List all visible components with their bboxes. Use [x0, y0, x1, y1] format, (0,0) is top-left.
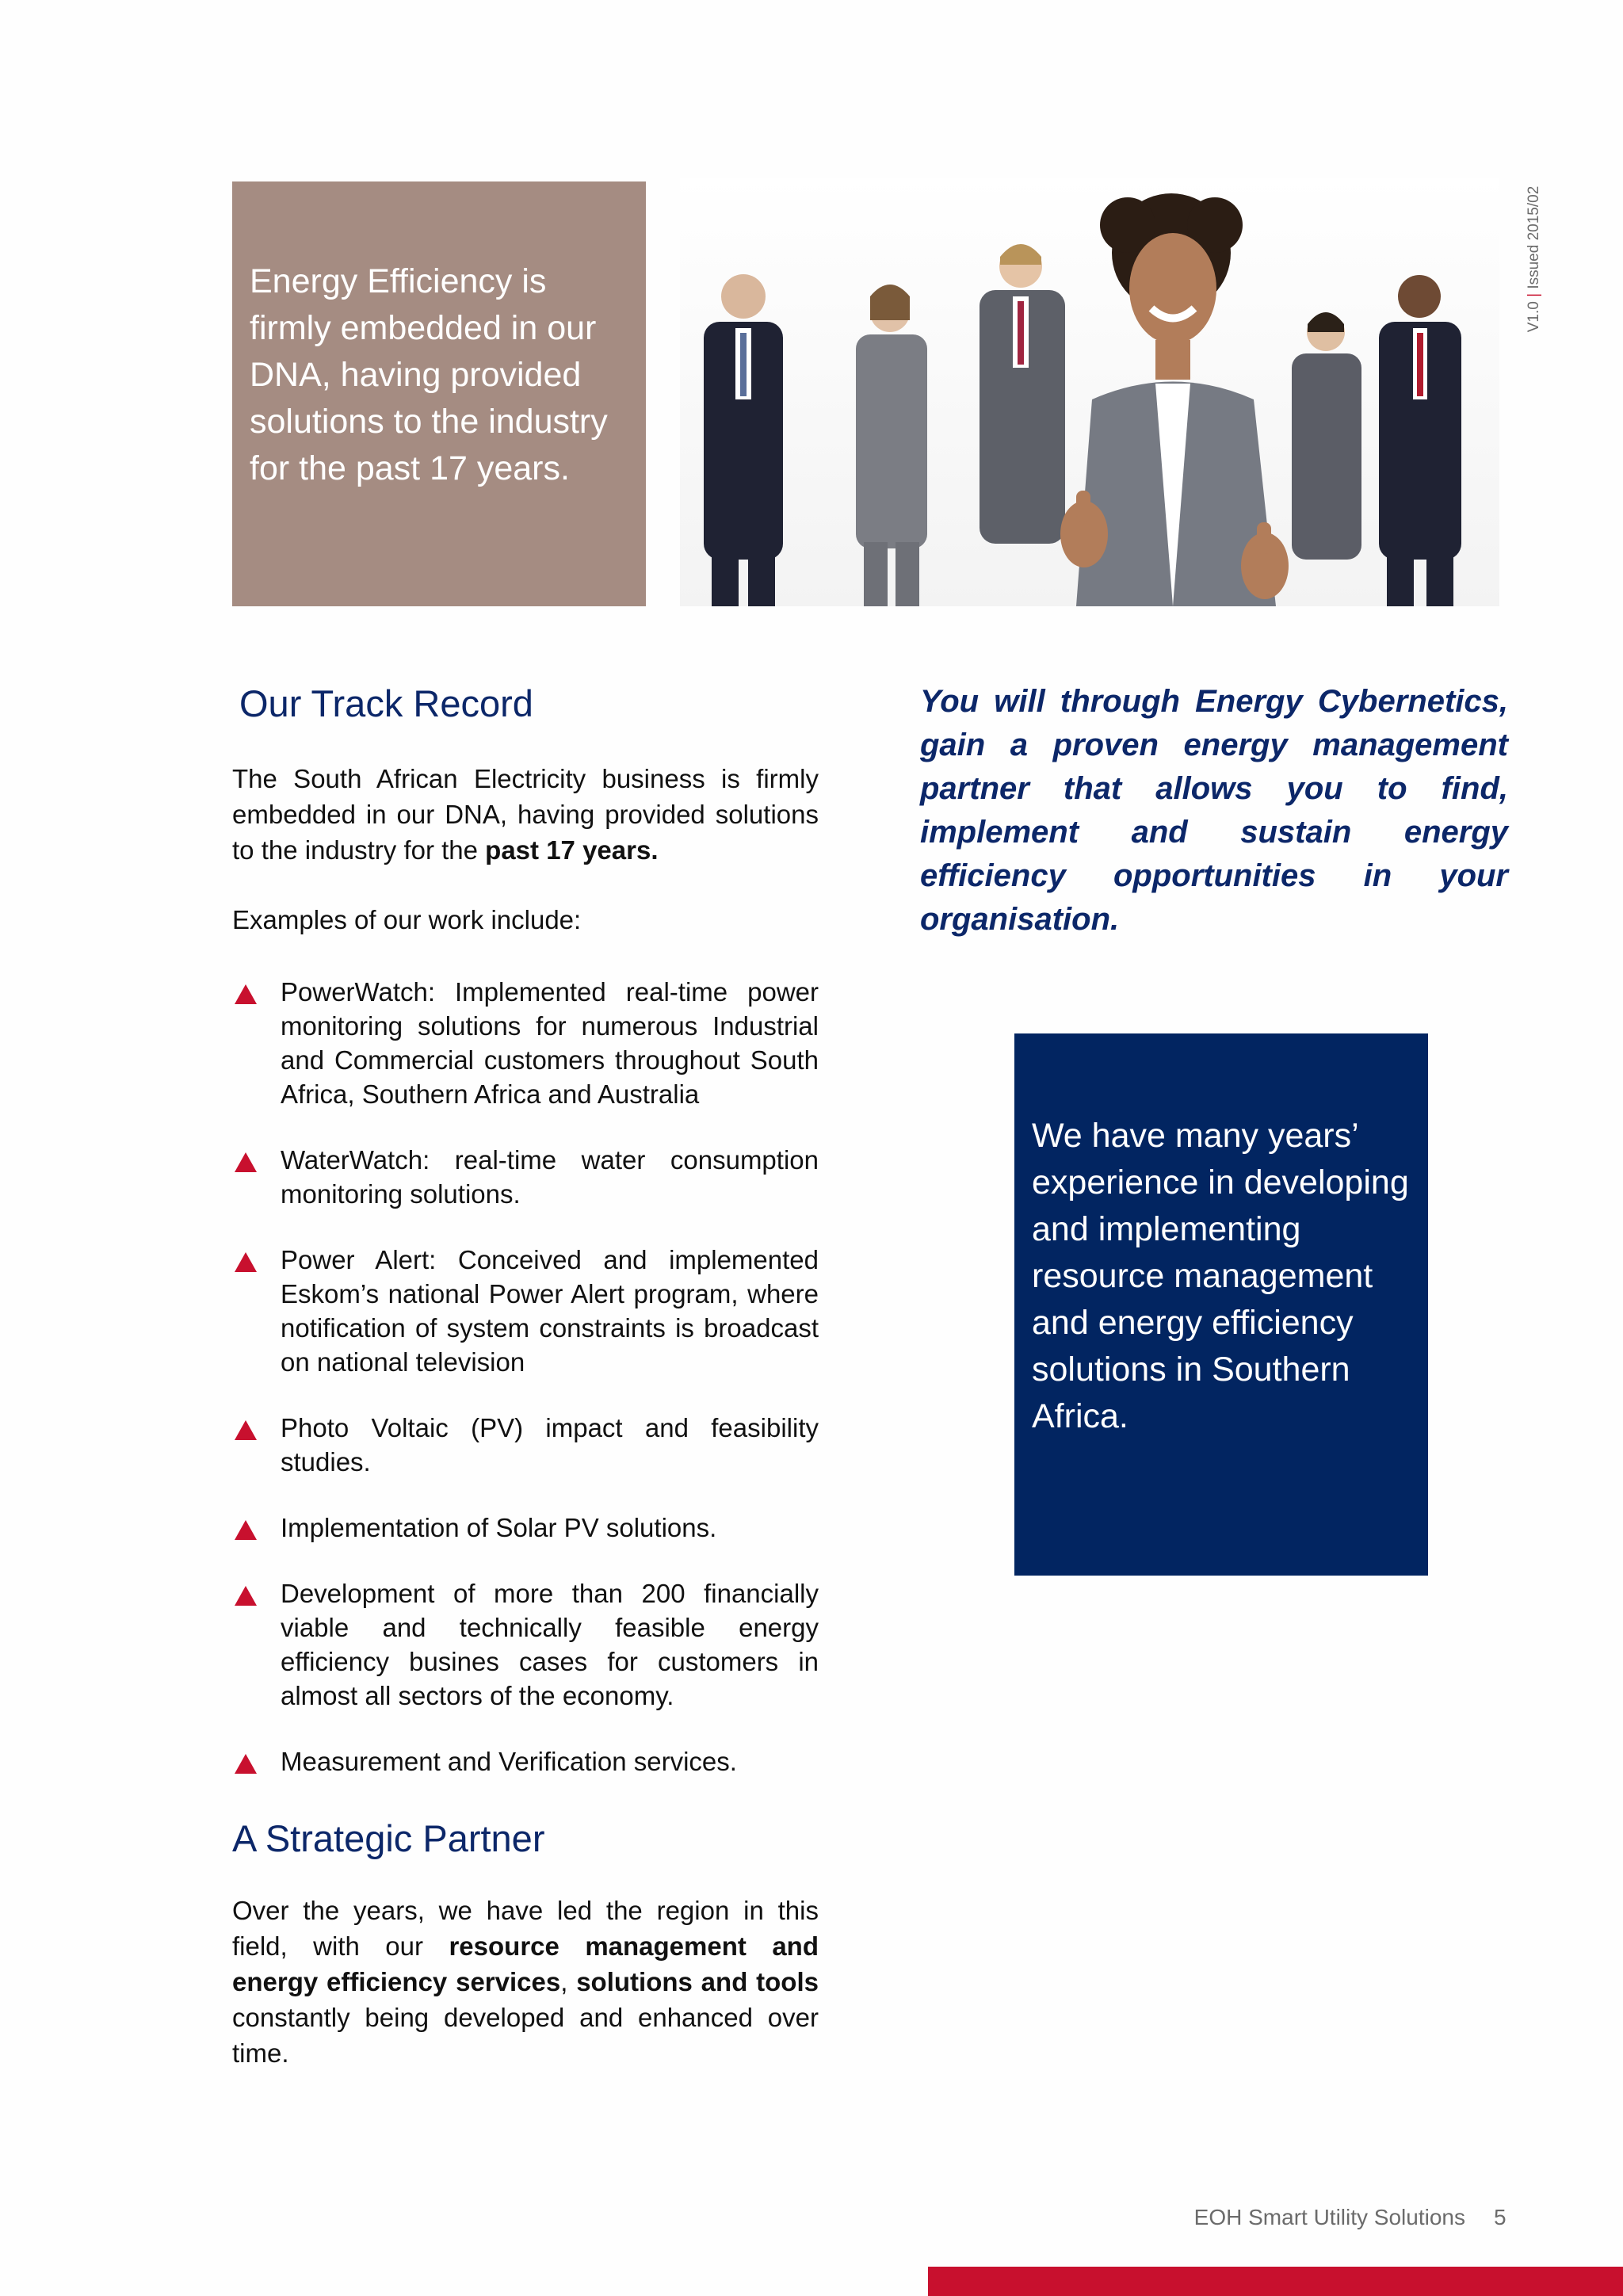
list-item: [232, 1744, 819, 1778]
list-item-text: Photo Voltaic (PV) impact and feasibility studies.: [281, 1413, 819, 1477]
version-number: V1.0: [1526, 300, 1542, 332]
examples-list: [232, 975, 819, 1810]
strategic-partner-paragraph: [232, 1893, 819, 2071]
strategic-bold-2: solutions and tools: [576, 1967, 819, 1996]
list-item: [232, 975, 819, 1111]
strategic-partner-heading: A Strategic Partner: [232, 1817, 545, 1859]
footer-page-number: 5: [1494, 2205, 1507, 2229]
list-item: [232, 1243, 819, 1379]
triangle-bullet-icon: [235, 1520, 257, 1540]
strategic-text-2: ,: [560, 1967, 577, 1996]
list-item-text: Measurement and Verification services.: [281, 1747, 737, 1776]
strategic-text-3: constantly being developed and enhanced over time.: [232, 2003, 819, 2068]
triangle-bullet-icon: [235, 1420, 257, 1440]
footer-accent-bar: [928, 2267, 1623, 2296]
track-record-intro: [232, 761, 819, 868]
list-item: [232, 1143, 819, 1211]
triangle-bullet-icon: [235, 1754, 257, 1774]
background-person-5: [1379, 275, 1461, 606]
triangle-bullet-icon: [235, 984, 257, 1004]
triangle-bullet-icon: [235, 1586, 257, 1606]
list-item-text: Development of more than 200 financially viable and technically feasible energy efficiency busines cases for customers in almost all sectors of the economy.: [281, 1579, 819, 1710]
list-item-text: WaterWatch: real-time water consumption monitoring solutions.: [281, 1145, 819, 1209]
experience-callout-text: We have many years’ experience in developing and implementing resource management and energy efficiency solutions in Southern Africa.: [1032, 1117, 1409, 1435]
version-stamp: [1526, 178, 1542, 340]
triangle-bullet-icon: [235, 1252, 257, 1272]
team-photo: [680, 178, 1499, 606]
intro-bold-text: past 17 years.: [485, 835, 659, 865]
strategic-text-1: Over the years, we have led the region in this field, with our: [232, 1896, 819, 1961]
experience-callout-box: [1014, 1033, 1428, 1576]
top-callout-box: [232, 181, 646, 606]
track-record-heading: Our Track Record: [239, 682, 533, 724]
version-issued-date: Issued 2015/02: [1526, 185, 1542, 289]
highlight-quote: You will through Energy Cybernetics, gain a proven energy management partner that allows you to find, implement and sustain energy efficiency opportunities in your organisation.: [920, 684, 1508, 937]
triangle-bullet-icon: [235, 1152, 257, 1172]
list-item: [232, 1511, 819, 1545]
list-item-text: PowerWatch: Implemented real-time power monitoring solutions for numerous Industrial and Commercial customers throughout South Africa, Southern Africa and Australia: [281, 977, 819, 1109]
footer-company-name: EOH Smart Utility Solutions: [1193, 2205, 1465, 2229]
list-item-text: Implementation of Solar PV solutions.: [281, 1513, 717, 1542]
strategic-bold-1: resource management and energy efficiency services: [232, 1931, 819, 1996]
list-item: [232, 1411, 819, 1479]
top-callout-text: Energy Efficiency is firmly embedded in our DNA, having provided solutions to the industry for the past 17 years.: [250, 262, 608, 487]
list-item-text: Power Alert: Conceived and implemented Eskom’s national Power Alert program, where notification of system constraints is broadcast on national television: [281, 1245, 819, 1377]
list-item: [232, 1576, 819, 1713]
intro-text: The South African Electricity business is firmly embedded in our DNA, having provided solutions to the industry for the: [232, 764, 819, 865]
background-person-1: [704, 274, 783, 606]
examples-label: Examples of our work include:: [232, 905, 582, 934]
version-separator: |: [1526, 292, 1542, 297]
